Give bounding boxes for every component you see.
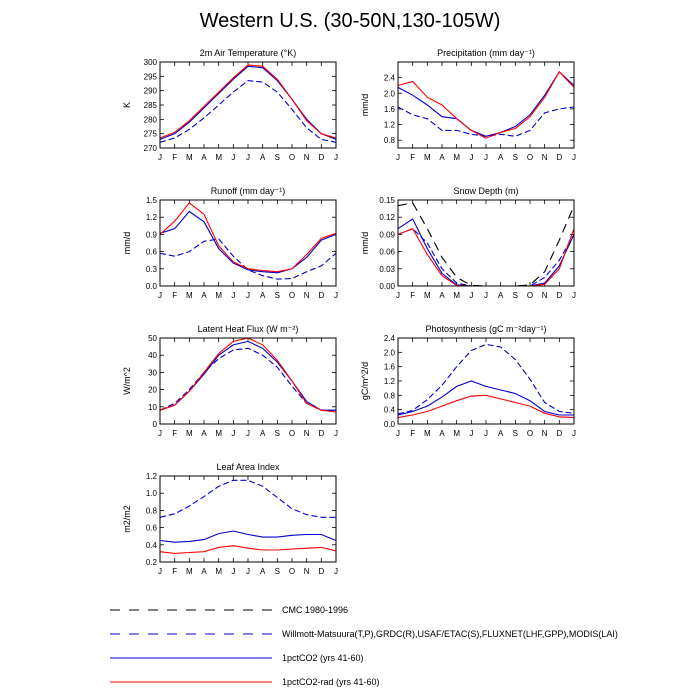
- x-tick-label: O: [288, 153, 296, 162]
- x-tick-label: J: [246, 153, 250, 162]
- series-line-obs: [160, 239, 336, 279]
- chart-panel-4: [122, 324, 338, 438]
- plot-frame: [160, 62, 336, 148]
- plot-frame: [160, 338, 336, 424]
- x-tick-label: J: [231, 291, 236, 300]
- x-tick-label: M: [215, 153, 223, 162]
- y-axis-label: mm/d: [122, 231, 132, 255]
- x-tick-label: D: [318, 291, 325, 300]
- x-tick-label: S: [274, 153, 281, 162]
- x-tick-label: S: [512, 429, 519, 438]
- y-tick-label: 1.2: [145, 213, 157, 223]
- series-line-rad: [398, 395, 574, 417]
- y-axis-label: K: [122, 101, 132, 109]
- series-line-obs: [160, 480, 336, 517]
- x-tick-label: O: [526, 291, 534, 300]
- x-tick-label: J: [484, 429, 488, 438]
- x-tick-label: A: [259, 429, 266, 438]
- x-tick-label: O: [288, 567, 296, 576]
- x-tick-label: D: [556, 153, 563, 162]
- x-tick-label: D: [556, 291, 563, 300]
- x-tick-label: N: [541, 153, 548, 162]
- x-tick-label: M: [185, 291, 193, 300]
- x-tick-label: J: [158, 153, 162, 162]
- x-tick-label: J: [334, 567, 338, 576]
- legend-label-obs: Willmott-Matsuura(T,P),GRDC(R),USAF/ETAC(S),FLUXNET(LHF,GPP),MODIS(LAI): [282, 629, 618, 639]
- series-line-pct: [160, 531, 336, 542]
- series-line-pct: [160, 212, 336, 273]
- y-tick-label: 0.4: [383, 405, 395, 415]
- x-tick-label: M: [423, 153, 431, 162]
- x-tick-label: O: [526, 153, 534, 162]
- x-tick-label: J: [334, 153, 338, 162]
- x-tick-label: J: [484, 291, 488, 300]
- x-tick-label: F: [410, 153, 416, 162]
- x-tick-label: M: [453, 153, 461, 162]
- y-tick-label: 20: [148, 385, 157, 395]
- chart-panel-1: [360, 48, 576, 162]
- x-tick-label: D: [318, 567, 325, 576]
- x-tick-label: D: [318, 429, 325, 438]
- x-tick-label: J: [334, 429, 338, 438]
- x-tick-label: M: [185, 153, 193, 162]
- y-tick-label: 300: [143, 58, 157, 67]
- y-tick-label: 0.06: [379, 247, 395, 257]
- x-tick-label: F: [172, 291, 178, 300]
- plot-frame: [160, 476, 336, 562]
- chart-title: Precipitation (mm day⁻¹): [437, 48, 535, 58]
- x-tick-label: O: [288, 429, 296, 438]
- series-line-pct: [398, 381, 574, 415]
- x-tick-label: N: [303, 153, 310, 162]
- chart-panel-5: [360, 324, 576, 438]
- x-tick-label: A: [497, 429, 504, 438]
- y-axis-label: gC/m^2/d: [360, 361, 370, 401]
- y-axis-label: mm/d: [360, 93, 370, 117]
- y-tick-label: 295: [143, 72, 157, 82]
- x-tick-label: S: [274, 429, 281, 438]
- series-line-rad: [398, 72, 574, 138]
- x-tick-label: O: [526, 429, 534, 438]
- y-tick-label: 0.4: [145, 540, 157, 550]
- y-tick-label: 285: [143, 101, 157, 110]
- x-tick-label: J: [246, 429, 250, 438]
- x-tick-label: M: [215, 567, 223, 576]
- x-tick-label: A: [439, 291, 445, 300]
- x-tick-label: J: [158, 567, 162, 576]
- series-line-pct: [398, 219, 574, 286]
- y-tick-label: 0.0: [145, 282, 157, 291]
- y-tick-label: 1.2: [383, 120, 395, 130]
- x-tick-label: A: [201, 429, 207, 438]
- x-tick-label: N: [541, 291, 548, 300]
- x-tick-label: J: [396, 291, 400, 300]
- y-tick-label: 0.6: [145, 247, 157, 257]
- series-line-rad: [160, 338, 336, 412]
- y-tick-label: 2.0: [383, 348, 395, 358]
- x-tick-label: M: [423, 429, 431, 438]
- x-tick-label: M: [453, 291, 461, 300]
- legend: [110, 605, 618, 687]
- x-tick-label: J: [158, 291, 162, 300]
- chart-panel-6: [122, 462, 338, 576]
- y-tick-label: 0.9: [145, 230, 157, 240]
- legend-label-cmc: CMC 1980-1996: [282, 605, 349, 615]
- x-tick-label: J: [396, 429, 400, 438]
- y-tick-label: 1.6: [383, 362, 395, 372]
- chart-panel-2: [122, 186, 338, 300]
- x-tick-label: A: [497, 153, 504, 162]
- x-tick-label: A: [497, 291, 504, 300]
- y-tick-label: 0.00: [379, 282, 395, 291]
- series-line-pct: [398, 72, 574, 137]
- y-tick-label: 0.8: [383, 136, 395, 146]
- series-line-obs: [160, 348, 336, 410]
- x-tick-label: J: [334, 291, 338, 300]
- x-tick-label: N: [303, 429, 310, 438]
- y-tick-label: 0.8: [383, 391, 395, 401]
- x-tick-label: S: [274, 567, 281, 576]
- y-tick-label: 275: [143, 129, 157, 139]
- x-tick-label: J: [231, 429, 236, 438]
- chart-title: Leaf Area Index: [216, 462, 280, 472]
- x-tick-label: J: [469, 153, 474, 162]
- x-tick-label: A: [259, 567, 266, 576]
- y-tick-label: 290: [143, 86, 157, 96]
- x-tick-label: F: [172, 429, 178, 438]
- x-tick-label: F: [172, 153, 178, 162]
- x-tick-label: A: [439, 153, 445, 162]
- y-axis-label: mm/d: [360, 231, 370, 255]
- y-tick-label: 1.6: [383, 104, 395, 114]
- chart-title: Latent Heat Flux (W m⁻²): [197, 324, 299, 334]
- x-tick-label: J: [484, 153, 488, 162]
- y-tick-label: 0.6: [145, 523, 157, 533]
- legend-label-rad: 1pctCO2-rad (yrs 41-60): [282, 677, 380, 687]
- y-tick-label: 0.0: [383, 420, 395, 429]
- y-axis-label: m2/m2: [122, 505, 132, 533]
- x-tick-label: A: [201, 153, 207, 162]
- plot-frame: [398, 338, 574, 424]
- x-tick-label: J: [231, 153, 236, 162]
- x-tick-label: J: [469, 291, 474, 300]
- x-tick-label: M: [185, 429, 193, 438]
- x-tick-label: A: [201, 291, 207, 300]
- y-tick-label: 0.3: [145, 264, 157, 274]
- y-tick-label: 0.03: [379, 264, 395, 274]
- x-tick-label: M: [453, 429, 461, 438]
- chart-title: Snow Depth (m): [453, 186, 519, 196]
- x-tick-label: J: [158, 429, 162, 438]
- y-axis-label: W/m^2: [122, 367, 132, 395]
- x-tick-label: F: [410, 291, 416, 300]
- x-tick-label: D: [318, 153, 325, 162]
- page-title: Western U.S. (30-50N,130-105W): [199, 10, 501, 32]
- y-tick-label: 1.0: [145, 489, 157, 499]
- x-tick-label: J: [396, 153, 400, 162]
- y-tick-label: 1.5: [145, 196, 157, 205]
- y-tick-label: 1.2: [145, 472, 157, 481]
- x-tick-label: S: [512, 153, 519, 162]
- x-tick-label: N: [541, 429, 548, 438]
- y-tick-label: 10: [148, 402, 157, 412]
- y-tick-label: 0.12: [379, 213, 395, 223]
- x-tick-label: N: [303, 567, 310, 576]
- series-line-rad: [160, 203, 336, 272]
- x-tick-label: D: [556, 429, 563, 438]
- series-line-pct: [160, 66, 336, 139]
- series-line-obs: [398, 229, 574, 286]
- plot-frame: [398, 62, 574, 148]
- y-tick-label: 2.4: [383, 73, 395, 83]
- x-tick-label: J: [246, 567, 250, 576]
- x-tick-label: J: [231, 567, 236, 576]
- y-tick-label: 30: [148, 368, 157, 378]
- chart-title: 2m Air Temperature (°K): [199, 48, 297, 58]
- x-tick-label: J: [246, 291, 250, 300]
- y-tick-label: 0.8: [145, 506, 157, 516]
- y-tick-label: 0.09: [379, 230, 395, 240]
- x-tick-label: M: [215, 429, 223, 438]
- x-tick-label: M: [215, 291, 223, 300]
- legend-label-pct: 1pctCO2 (yrs 41-60): [282, 653, 364, 663]
- series-line-pct: [160, 341, 336, 410]
- series-line-rad: [160, 546, 336, 554]
- y-tick-label: 1.2: [383, 377, 395, 386]
- x-tick-label: J: [572, 429, 576, 438]
- x-tick-label: J: [572, 291, 576, 300]
- series-line-obs: [398, 344, 574, 414]
- y-tick-label: 0.15: [379, 196, 395, 205]
- x-tick-label: J: [572, 153, 576, 162]
- x-tick-label: S: [274, 291, 281, 300]
- series-line-obs: [398, 107, 574, 136]
- chart-panel-0: [122, 48, 338, 162]
- x-tick-label: F: [172, 567, 178, 576]
- y-tick-label: 270: [143, 144, 157, 153]
- x-tick-label: A: [259, 291, 266, 300]
- chart-title: Runoff (mm day⁻¹): [210, 186, 286, 196]
- x-tick-label: O: [288, 291, 296, 300]
- y-tick-label: 2.0: [383, 89, 395, 99]
- x-tick-label: N: [303, 291, 310, 300]
- y-tick-label: 0: [152, 420, 157, 429]
- x-tick-label: S: [512, 291, 519, 300]
- series-line-obs: [160, 81, 336, 143]
- plot-frame: [160, 200, 336, 286]
- y-tick-label: 0.2: [145, 558, 157, 567]
- y-tick-label: 280: [143, 115, 157, 125]
- series-line-rad: [398, 229, 574, 286]
- x-tick-label: A: [201, 567, 207, 576]
- x-tick-label: F: [410, 429, 416, 438]
- x-tick-label: M: [185, 567, 193, 576]
- chart-title: Photosynthesis (gC m⁻²day⁻¹): [425, 324, 547, 334]
- x-tick-label: J: [469, 429, 474, 438]
- x-tick-label: A: [439, 429, 445, 438]
- series-line-rad: [160, 65, 336, 138]
- y-tick-label: 50: [148, 334, 157, 343]
- chart-panel-3: [360, 186, 576, 300]
- y-tick-label: 2.4: [383, 334, 395, 343]
- x-tick-label: M: [423, 291, 431, 300]
- x-tick-label: A: [259, 153, 266, 162]
- y-tick-label: 40: [148, 351, 157, 361]
